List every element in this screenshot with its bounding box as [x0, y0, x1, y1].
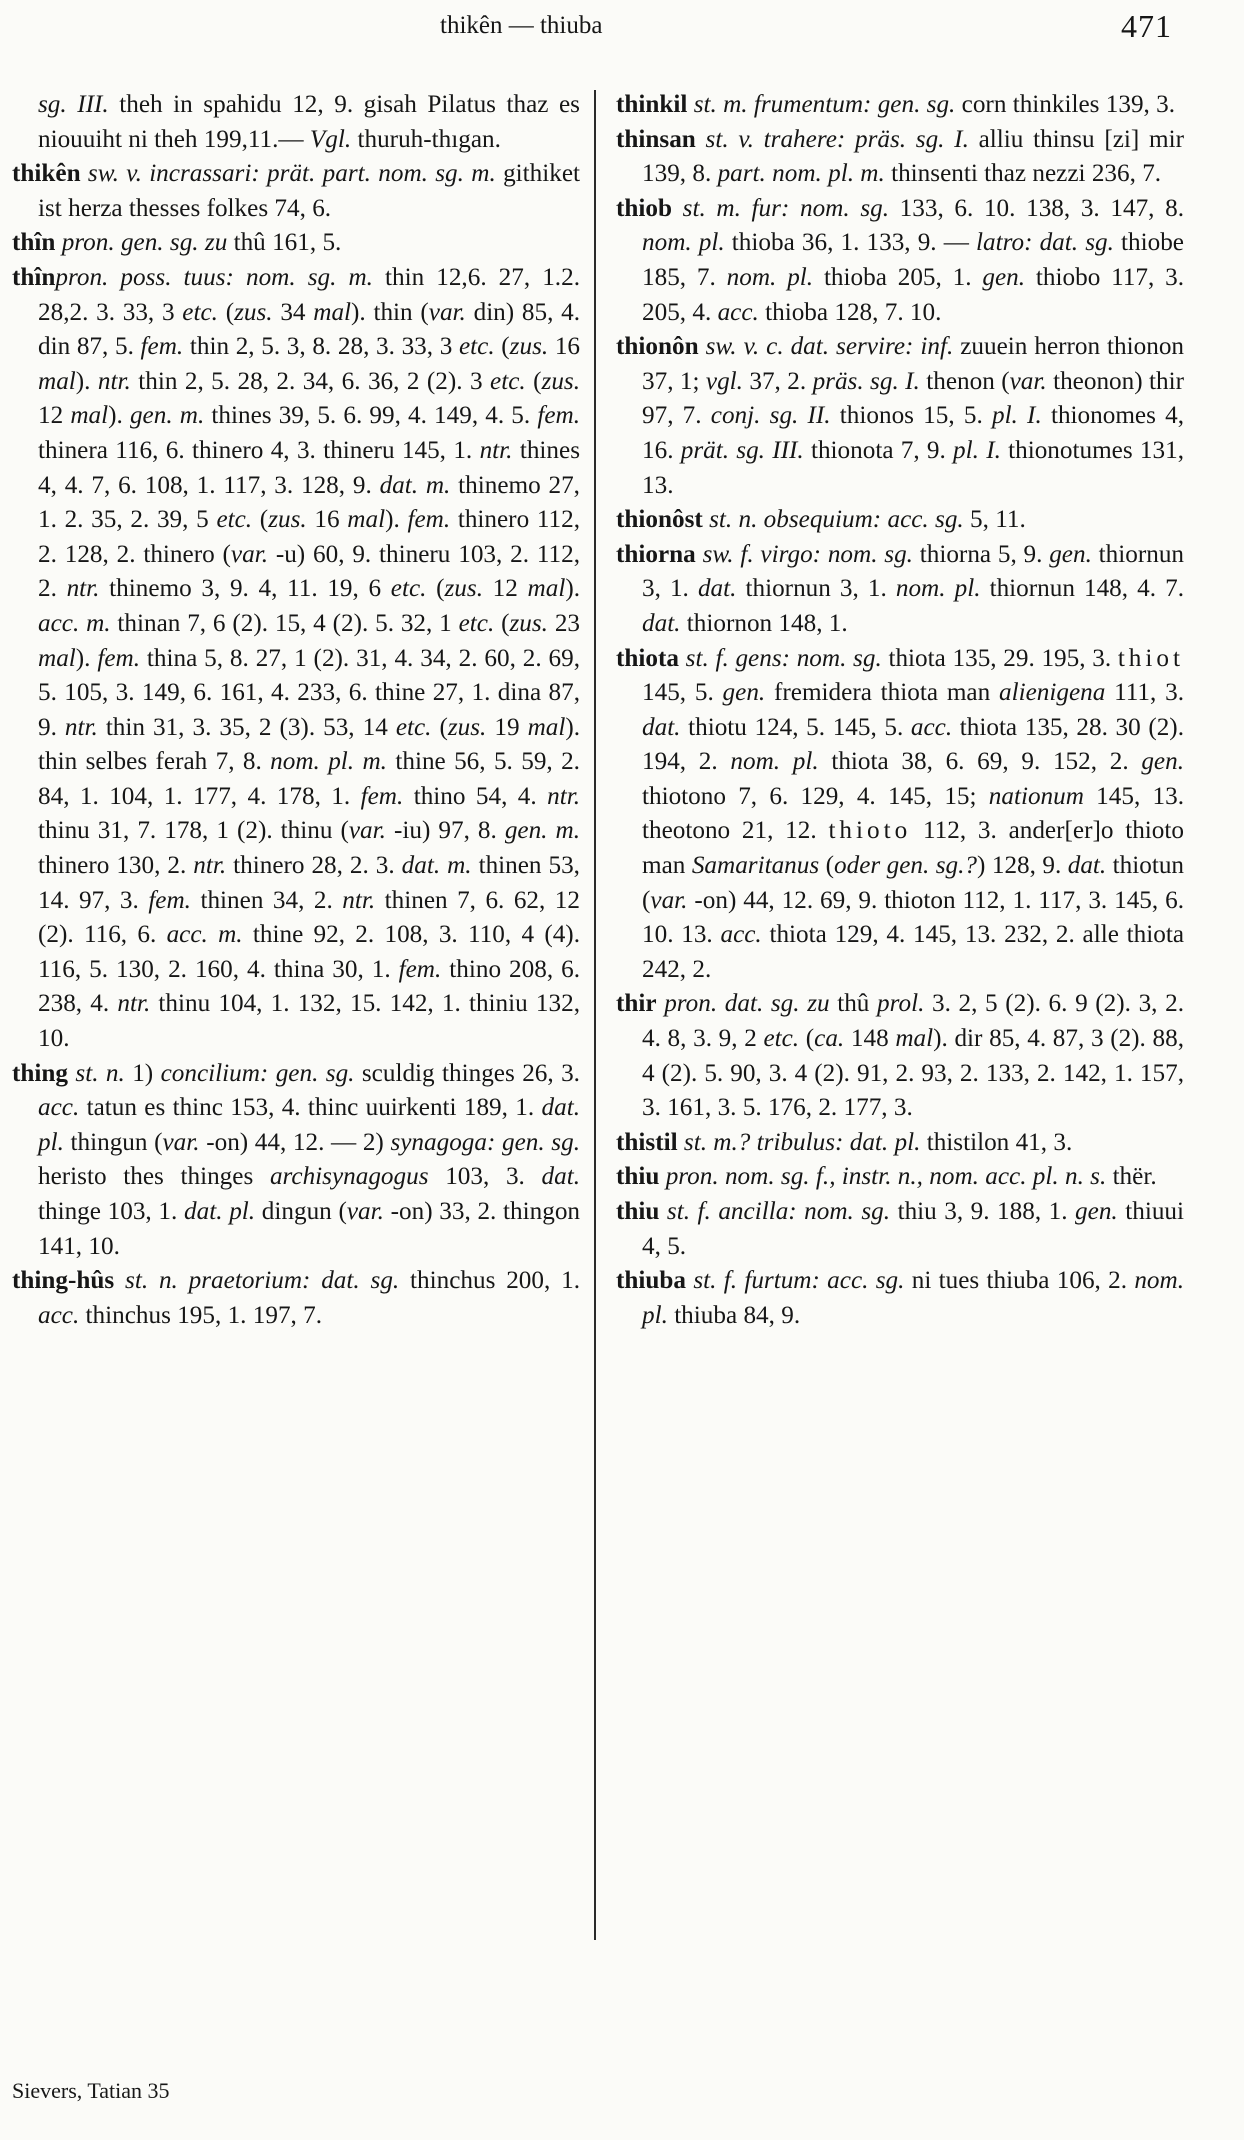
grammar-note: gen. — [1075, 1198, 1118, 1225]
grammar-note: etc. — [490, 367, 526, 395]
grammar-note: acc. — [38, 1094, 80, 1122]
grammar-note: fem. — [148, 886, 191, 914]
grammar-note: dat. — [642, 609, 681, 637]
entry-text: ni tues thiuba 106, 2. — [904, 1267, 1135, 1295]
grammar-note: mal — [38, 644, 76, 672]
entry-text: thenon ( — [919, 367, 1010, 395]
grammar-note: sg. III. — [38, 91, 109, 118]
grammar-note: ntr. — [97, 367, 131, 395]
grammar-note: concilium: gen. sg. — [160, 1059, 355, 1087]
entry-text: 145, 5. — [642, 679, 723, 707]
entry-headword: thiuba — [616, 1267, 687, 1295]
dictionary-entry — [616, 1160, 1184, 1195]
grammar-note: zus. — [268, 506, 307, 534]
grammar-note: etc. — [390, 575, 427, 603]
entry-text: thines 4, 4. 7, 6. 108, 1. 117, 3. 128, 9. — [38, 436, 581, 499]
entry-text: thionomes 4, 16. — [642, 402, 1184, 464]
grammar-note: zus. — [541, 367, 581, 395]
dictionary-entry — [616, 192, 1184, 330]
grammar-note: zus. — [234, 298, 273, 326]
grammar-note: var. — [428, 298, 466, 326]
grammar-note: var. — [1009, 367, 1047, 395]
entry-text: ). — [75, 367, 98, 395]
entry-text: 37, 2. — [742, 367, 813, 395]
entry-text: thinemo 3, 9. 4, 11. 19, 6 — [99, 575, 391, 603]
grammar-note: Vgl. — [309, 125, 352, 153]
dictionary-entry — [12, 1057, 580, 1265]
grammar-note: st. f. gens: nom. sg. — [685, 644, 882, 672]
entry-headword: thiob — [616, 194, 672, 222]
grammar-note: zus. — [509, 333, 549, 361]
entry-text: ( — [799, 1025, 815, 1053]
entry-text: thinemo 27, 1. 2. 35, 2. 39, 5 — [38, 471, 580, 534]
entry-headword: thiu — [616, 1163, 660, 1191]
entry-text: ( — [217, 298, 235, 326]
entry-text: 19 — [486, 713, 528, 741]
grammar-note: oder gen. sg.? — [834, 852, 978, 880]
grammar-note: acc. — [717, 298, 759, 326]
entry-text: thistilon 41, 3. — [920, 1128, 1073, 1156]
entry-text: -on) 33, 2. thingon 141, 10. — [38, 1198, 581, 1260]
grammar-note: präs. sg. I. — [812, 367, 920, 395]
entry-text: thine 56, 5. 59, 2. 84, 1. 104, 1. 177, 4. 178, 1. — [38, 748, 580, 810]
entry-text: thû 161, 5. — [227, 229, 342, 257]
entry-text: theonon) thir 97, 7. — [642, 367, 1185, 430]
grammar-note: pl. I. — [991, 402, 1042, 430]
entry-text: ( — [494, 333, 510, 361]
page-number: 471 — [1121, 8, 1172, 44]
entry-text — [696, 126, 706, 153]
grammar-note: pron. dat. sg. zu — [664, 990, 830, 1018]
entry-text: thiota 135, 28. 30 (2). 194, 2. — [642, 713, 1184, 776]
entry-text: thiorna 5, 9. — [912, 540, 1050, 568]
entry-text: thinen 53, 14. 97, 3. — [38, 852, 580, 914]
entry-text: tatun es thinc 153, 4. thinc uuirkenti 189, 1. — [79, 1094, 542, 1122]
entry-text: thiornun 148, 4. 7. — [980, 575, 1185, 603]
entry-headword: thinkil — [616, 91, 688, 118]
grammar-note: mal — [347, 506, 386, 534]
entry-text: thiobo 117, 3. 205, 4. — [642, 263, 1185, 326]
grammar-note: conj. sg. II. — [710, 402, 831, 430]
grammar-note: gen. — [722, 679, 766, 707]
dictionary-entry — [12, 88, 580, 157]
entry-text: thin 31, 3. 35, 2 (3). 53, 14 — [97, 713, 396, 741]
grammar-note: ntr. — [64, 713, 98, 741]
grammar-note: fem. — [140, 333, 184, 361]
entry-text: dingun ( — [255, 1198, 347, 1225]
grammar-note: sw. v. c. dat. servire: inf. — [705, 333, 954, 361]
entry-text: ). thin ( — [351, 298, 429, 326]
grammar-note: ntr. — [66, 575, 100, 603]
entry-text: 112, 3. ander[er]o thioto man — [642, 817, 1184, 880]
entry-text: thiuui 4, 5. — [642, 1198, 1185, 1260]
entry-text: thinen 34, 2. — [190, 886, 343, 914]
grammar-note: st. f. furtum: acc. sg. — [693, 1267, 905, 1295]
grammar-note: acc. — [910, 713, 953, 741]
entry-headword: thiota — [616, 644, 679, 672]
right-column — [616, 88, 1184, 1333]
grammar-note: dat. pl. — [184, 1198, 256, 1225]
entry-text: thino 208, 6. 238, 4. — [38, 955, 580, 1018]
grammar-note: vgl. — [705, 367, 743, 395]
entry-text: ). — [75, 644, 98, 672]
grammar-note: etc. — [216, 506, 253, 534]
entry-text: thin 2, 5. 28, 2. 34, 6. 36, 2 (2). 3 — [130, 367, 491, 395]
entry-text: thinu 104, 1. 132, 15. 142, 1. thiniu 132, 10. — [38, 990, 581, 1053]
entry-text: 5, 11. — [963, 506, 1026, 534]
entry-text: ( — [431, 713, 448, 741]
grammar-note: mal — [527, 575, 566, 603]
entry-text: 12 — [38, 402, 71, 430]
grammar-note: nom. pl. — [730, 748, 819, 776]
entry-text — [679, 645, 686, 672]
entry-text: thinera 116, 6. thinero 4, 3. thineru 145, 1. — [38, 436, 480, 464]
grammar-note: pron. nom. sg. f., instr. n., nom. acc. pl. n. s. — [665, 1163, 1107, 1191]
entry-text — [114, 1267, 125, 1294]
dictionary-entry — [616, 1195, 1184, 1264]
grammar-note: etc. — [458, 333, 495, 361]
entry-text: 1) — [124, 1059, 161, 1087]
entry-text: -on) 44, 12. — 2) — [199, 1128, 391, 1156]
entry-headword: thir — [616, 990, 657, 1018]
dictionary-entry — [12, 226, 580, 261]
grammar-note: dat. — [1067, 852, 1107, 880]
dictionary-entry — [12, 1264, 580, 1333]
grammar-note: mal — [895, 1025, 934, 1053]
entry-text: thiuba 84, 9. — [667, 1301, 801, 1329]
entry-headword: thikên — [12, 160, 81, 188]
entry-text: thinero 112, 2. 128, 2. thinero ( — [38, 506, 581, 568]
grammar-note: mal — [38, 367, 76, 395]
entry-text: 145, 13. theotono 21, 12. — [642, 782, 1184, 845]
entry-text: thiotono 7, 6. 129, 4. 145, 15; — [642, 782, 989, 810]
entry-text: thinsenti thaz nezzi 236, 7. — [884, 160, 1162, 188]
entry-headword: thinsan — [616, 125, 696, 153]
grammar-note: st. n. — [75, 1059, 125, 1087]
grammar-note: nom. pl. — [642, 229, 725, 257]
entry-text: thiota 135, 29. 195, 3. — [881, 644, 1118, 672]
entry-text: thinchus 200, 1. — [399, 1267, 581, 1295]
grammar-note: gen. — [982, 263, 1026, 291]
grammar-note: alienigena — [998, 679, 1106, 707]
entry-text: thiu 3, 9. 188, 1. — [890, 1198, 1076, 1225]
entry-text: thiota 129, 4. 145, 13. 232, 2. alle thiota 242, 2. — [642, 921, 1185, 983]
grammar-note: prol. — [877, 990, 925, 1018]
entry-text — [659, 1198, 667, 1225]
grammar-note: acc. m. — [166, 921, 243, 949]
grammar-note: etc. — [763, 1025, 800, 1053]
entry-text: thinge 103, 1. — [38, 1198, 185, 1225]
grammar-note: prät. sg. III. — [680, 436, 804, 464]
grammar-note: pl. I. — [953, 436, 1001, 464]
grammar-note: var. — [348, 817, 386, 845]
dictionary-entry — [616, 987, 1184, 1125]
entry-text: thiobe 185, 7. — [642, 229, 1184, 291]
entry-text: 16 — [306, 506, 348, 534]
grammar-note: etc. — [395, 713, 432, 741]
dictionary-entry — [616, 123, 1184, 192]
entry-text: ). — [108, 402, 130, 430]
entry-text: thû — [829, 990, 878, 1018]
entry-text: thiotu 124, 5. 145, 5. — [680, 713, 911, 741]
entry-text: thin 12,6. 27, 1.2. 28,2. 3. 33, 3 — [38, 263, 580, 326]
grammar-note: etc. — [458, 609, 495, 637]
entry-text: ( — [819, 852, 835, 880]
grammar-note: st. m.? tribulus: dat. pl. — [683, 1128, 921, 1156]
grammar-note: ntr. — [479, 436, 513, 464]
grammar-note: st. m. fur: nom. sg. — [682, 194, 890, 222]
entry-text: 16 — [548, 333, 581, 361]
grammar-note: gen. — [1049, 540, 1092, 568]
dictionary-entry — [616, 88, 1184, 123]
entry-text: 111, 3. — [1105, 679, 1184, 707]
entry-text: thinchus 195, 1. 197, 7. — [79, 1301, 323, 1329]
grammar-note: st. n. obsequium: acc. sg. — [709, 506, 964, 534]
grammar-note: ntr. — [193, 852, 227, 880]
entry-text: thina 5, 8. 27, 1 (2). 31, 4. 34, 2. 60, 2. 69, 5. 105, 3. 149, 6. 161, 4. 233, 6. thine 27, 1. dina 87, 9. — [38, 644, 581, 741]
grammar-note: dat. — [541, 1163, 581, 1191]
entry-text: din) 85, 4. din 87, 5. — [38, 298, 581, 361]
grammar-note: mal — [313, 298, 352, 326]
grammar-note: fem. — [360, 782, 404, 810]
entry-headword: thionôn — [616, 333, 699, 361]
entry-text: thino 54, 4. — [403, 782, 548, 810]
entry-text: thuruh-thıgan. — [351, 125, 501, 153]
entry-text: ). dir 85, 4. 87, 3 (2). 88, 4 (2). 5. 90, 3. 4 (2). 91, 2. 93, 2. 133, 2. 142, 1. 157, 3. 161, 3. 5. 176, 2. 177, 3. — [642, 1025, 1185, 1122]
column-divider — [594, 90, 596, 1940]
entry-text: -on) 44, 12. 69, 9. thioton 112, 1. 117, 3. 145, 6. 10. 13. — [642, 886, 1184, 949]
grammar-note: nationum — [988, 782, 1084, 810]
grammar-note: sw. f. virgo: nom. sg. — [702, 540, 913, 568]
grammar-note: acc. — [720, 921, 762, 949]
dictionary-entry — [12, 261, 580, 1057]
dictionary-entry — [616, 503, 1184, 538]
entry-text — [672, 195, 683, 222]
entry-text: thiota 38, 6. 69, 9. 152, 2. — [818, 748, 1142, 776]
entry-text: heristo thes thinges — [38, 1163, 270, 1191]
entry-text — [81, 160, 88, 187]
entry-headword: thiu — [616, 1198, 660, 1225]
entry-text: alliu thinsu [zi] mir 139, 8. — [642, 125, 1185, 188]
running-head — [0, 8, 1244, 52]
grammar-note: sw. v. incrassari: prät. part. nom. sg. m. — [87, 160, 496, 188]
grammar-note: fem. — [398, 955, 442, 983]
entry-text: thionotumes 131, 13. — [642, 436, 1184, 499]
grammar-note: zus. — [509, 609, 548, 637]
entry-text: -iu) 97, 8. — [385, 817, 505, 845]
entry-text: 133, 6. 10. 138, 3. 147, 8. — [889, 194, 1184, 222]
grammar-note: nom. pl. — [895, 575, 981, 603]
grammar-note: etc. — [182, 298, 218, 326]
entry-headword: thing-hûs — [12, 1267, 115, 1295]
grammar-note: archisynagogus — [269, 1163, 429, 1191]
grammar-note: fem. — [97, 644, 141, 672]
grammar-note: dat. m. — [401, 852, 472, 880]
entry-text: 23 — [547, 609, 581, 637]
entry-text: thin 2, 5. 3, 8. 28, 3. 33, 3 — [183, 333, 459, 361]
grammar-note: nom. pl. — [726, 263, 814, 291]
entry-text: 148 — [844, 1025, 896, 1053]
grammar-note: mal — [70, 402, 109, 430]
dictionary-entry — [616, 538, 1184, 642]
grammar-note: ntr. — [342, 886, 376, 914]
spaced-form: thioto — [828, 817, 912, 845]
entry-text: thioba 36, 1. 133, 9. — — [724, 229, 977, 257]
entry-text: zuuein herron thionon 37, 1; — [642, 333, 1185, 395]
grammar-note: st. f. ancilla: nom. sg. — [666, 1198, 891, 1225]
entry-text: thionota 7, 9. — [803, 436, 954, 464]
dictionary-entry — [12, 157, 580, 226]
dictionary-entry — [616, 330, 1184, 503]
grammar-note: gen. — [1141, 748, 1184, 776]
dictionary-entry — [616, 1264, 1184, 1333]
grammar-note: synagoga: gen. sg. — [390, 1128, 580, 1156]
entry-headword: thiorna — [616, 540, 696, 568]
grammar-note: ntr. — [547, 782, 581, 810]
grammar-note: acc. m. — [38, 609, 111, 637]
entry-text: thine 92, 2. 108, 3. 110, 4 (4). 116, 5. 130, 2. 160, 4. thina 30, 1. — [38, 921, 580, 983]
grammar-note: ca. — [814, 1025, 845, 1053]
entry-text: theh in spahidu 12, 9. gisah Pilatus thaz es niouuiht ni theh 199,11.— — [38, 91, 580, 153]
grammar-note: dat. m. — [379, 471, 451, 499]
grammar-note: pron. poss. tuus: nom. sg. m. — [55, 263, 373, 291]
grammar-note: ntr. — [117, 990, 151, 1018]
grammar-note: st. v. trahere: präs. sg. I. — [705, 125, 969, 153]
entry-text: thinan 7, 6 (2). 15, 4 (2). 5. 32, 1 — [110, 609, 459, 637]
entry-text: thionos 15, 5. — [830, 402, 992, 430]
grammar-note: st. n. praetorium: dat. sg. — [125, 1267, 400, 1295]
dictionary-entry — [616, 1126, 1184, 1161]
grammar-note: fem. — [537, 402, 581, 430]
grammar-note: pron. gen. sg. zu — [61, 229, 228, 257]
entry-text: thiotun ( — [642, 852, 1185, 914]
grammar-note: zus. — [444, 575, 483, 603]
grammar-note: nom. pl. — [642, 1267, 1185, 1329]
entry-text: thioba 205, 1. — [813, 263, 983, 291]
entry-text: 34 — [272, 298, 314, 326]
entry-text: ( — [525, 367, 542, 395]
entry-text: thiornon 148, 1. — [680, 609, 848, 637]
grammar-note: Samaritanus — [691, 852, 820, 880]
grammar-note: mal — [527, 713, 566, 741]
grammar-note: nom. pl. m. — [270, 748, 387, 776]
entry-text: thinero 130, 2. — [38, 852, 194, 880]
entry-text: thiornun 3, 1. — [642, 540, 1185, 603]
grammar-note: var. — [650, 886, 688, 914]
entry-text: ). thin selbes ferah 7, 8. — [38, 713, 581, 776]
dictionary-entry — [616, 642, 1184, 988]
grammar-note: st. m. frumentum: gen. sg. — [693, 91, 956, 118]
grammar-note: gen. m. — [129, 402, 205, 430]
grammar-note: var. — [346, 1198, 384, 1225]
grammar-note: gen. m. — [504, 817, 580, 845]
left-column — [12, 88, 580, 1333]
grammar-note: acc. — [38, 1301, 80, 1329]
entry-text: ( — [252, 506, 269, 534]
grammar-note: var. — [230, 540, 268, 568]
entry-text: -u) 60, 9. thineru 103, 2. 112, 2. — [38, 540, 580, 603]
running-title: thikên — thiuba — [440, 12, 603, 39]
entry-text: ). — [385, 506, 408, 534]
entry-headword: thionôst — [616, 506, 703, 534]
grammar-note: dat. — [642, 713, 681, 741]
entry-text: 103, 3. — [428, 1163, 542, 1191]
entry-text: thines 39, 5. 6. 99, 4. 149, 4. 5. — [204, 402, 538, 430]
entry-text: corn thinkiles 139, 3. — [955, 91, 1176, 118]
grammar-note: var. — [162, 1128, 200, 1156]
entry-text: 3. 2, 5 (2). 6. 9 (2). 3, 2. 4. 8, 3. 9, 2 — [642, 990, 1184, 1053]
entry-text: sculdig thinges 26, 3. — [354, 1059, 580, 1087]
entry-text: thinero 28, 2. 3. — [226, 852, 402, 880]
grammar-note: latro: dat. sg. — [976, 229, 1114, 257]
grammar-note: zus. — [447, 713, 487, 741]
grammar-note: dat. pl. — [38, 1094, 580, 1156]
entry-text: thinu 31, 7. 178, 1 (2). thinu ( — [38, 817, 349, 845]
entry-headword: thîn — [12, 263, 56, 291]
entry-text: ). — [565, 575, 581, 603]
entry-headword: thistil — [616, 1128, 678, 1156]
entry-text: ( — [426, 575, 445, 603]
grammar-note: dat. — [697, 575, 737, 603]
grammar-note: fem. — [407, 506, 451, 534]
entry-text — [699, 333, 706, 360]
entry-headword: thing — [12, 1059, 68, 1087]
entry-headword: thîn — [12, 229, 56, 257]
entry-text: ) 128, 9. — [977, 852, 1068, 880]
entry-text: thingun ( — [63, 1128, 163, 1156]
printer-signature: Sievers, Tatian 35 — [12, 2078, 170, 2103]
entry-text: thër. — [1106, 1163, 1157, 1191]
entry-text: thinen 7, 6. 62, 12 (2). 116, 6. — [38, 886, 580, 949]
entry-text — [696, 541, 703, 568]
entry-text: githiket ist herza thesses folkes 74, 6. — [38, 160, 581, 222]
entry-text: thioba 128, 7. 10. — [758, 298, 942, 326]
entry-text: fremidera thiota man — [765, 679, 999, 707]
spaced-form: thiot — [1117, 644, 1184, 672]
entry-text: thiornun 3, 1. — [736, 575, 896, 603]
entry-text: ( — [494, 609, 510, 637]
entry-text: 12 — [483, 575, 528, 603]
grammar-note: part. nom. pl. m. — [717, 160, 885, 188]
